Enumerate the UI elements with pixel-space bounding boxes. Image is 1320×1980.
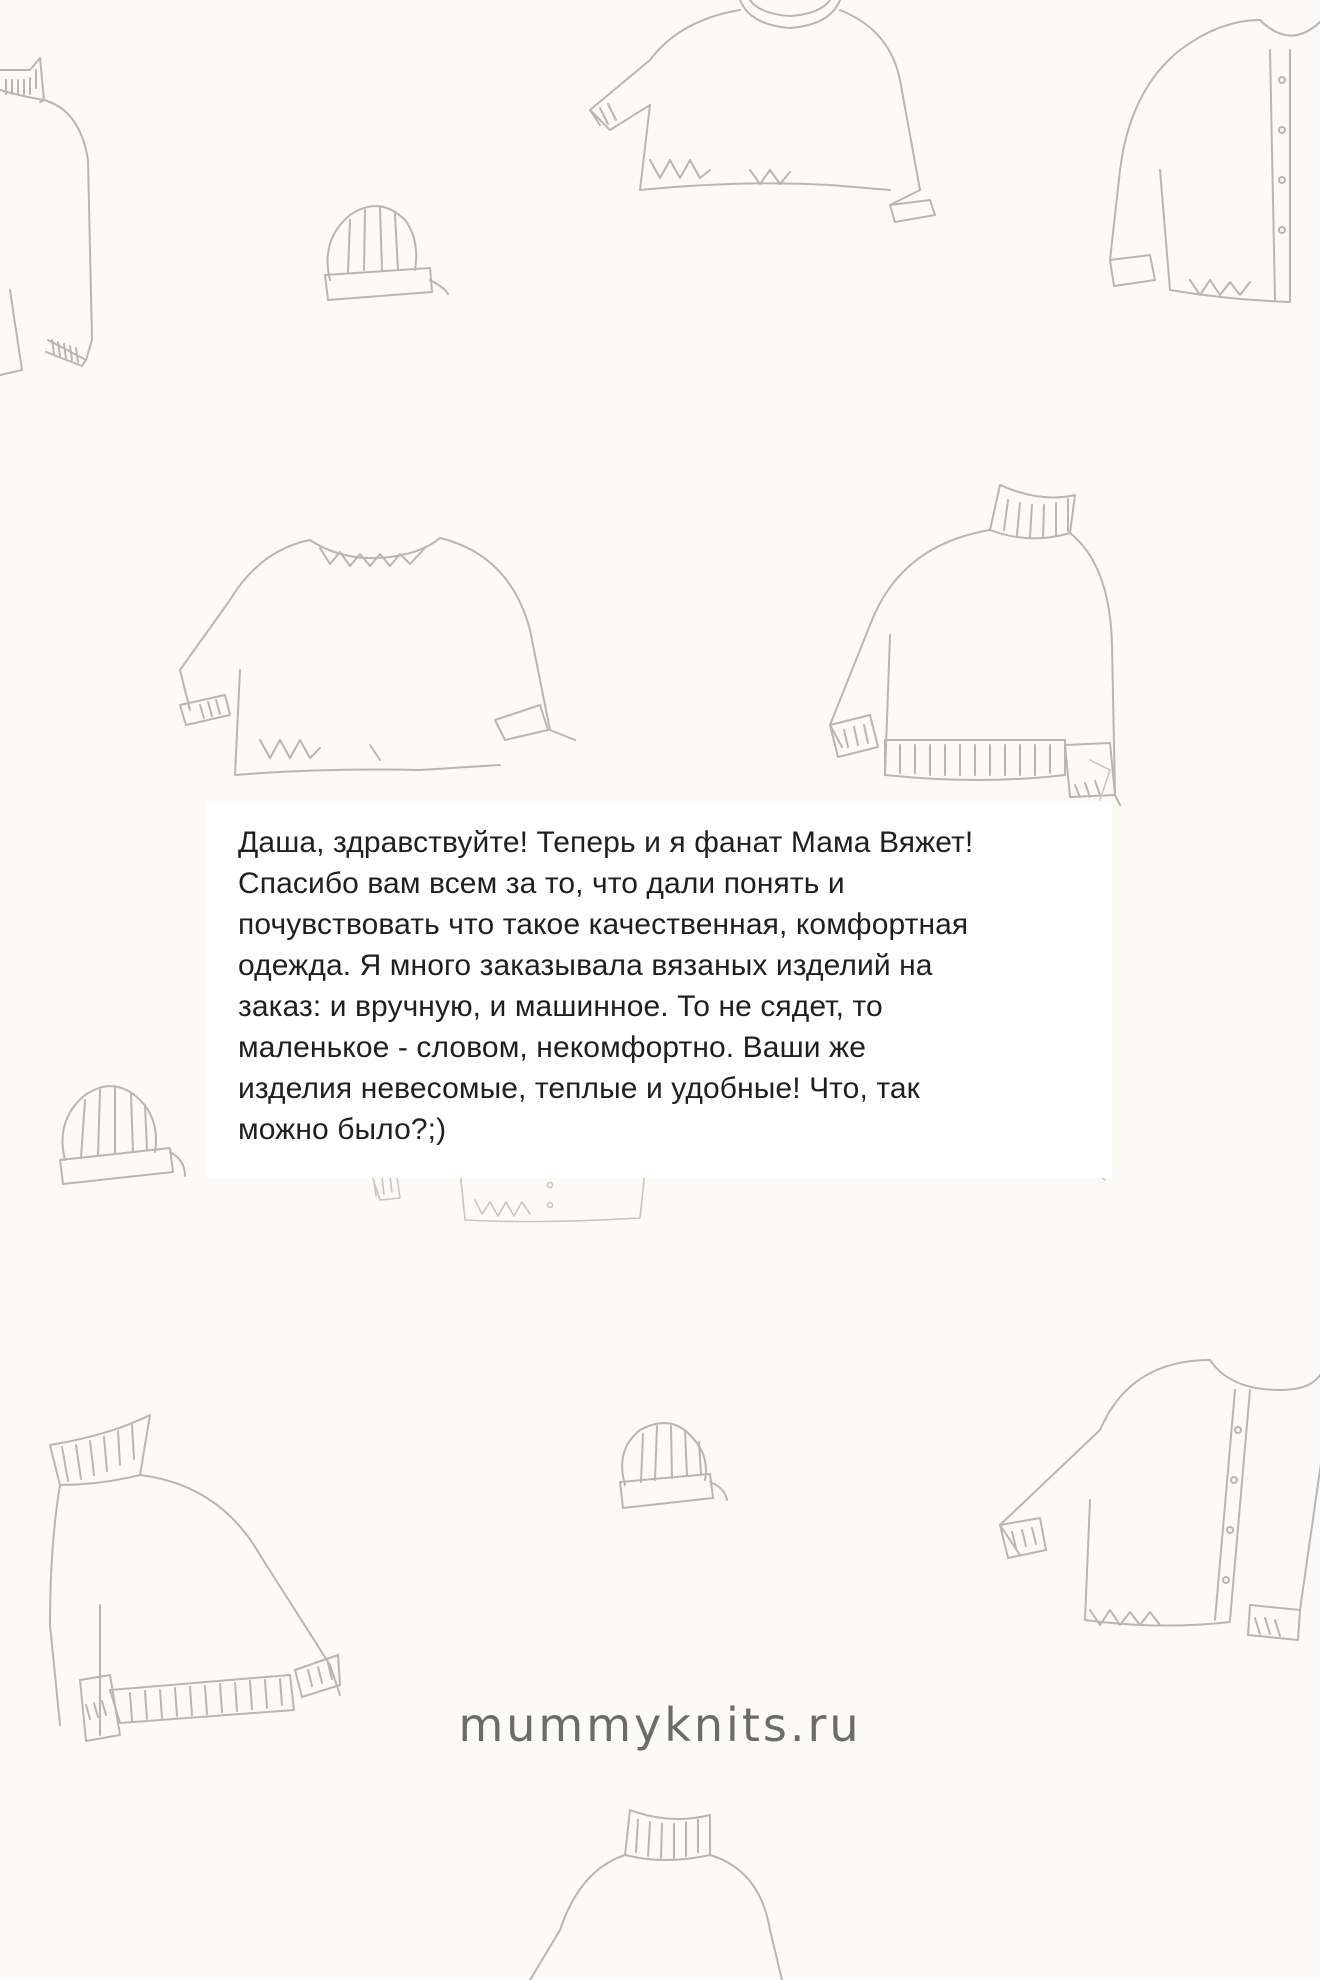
review-line: можно было?;)	[238, 1113, 447, 1146]
review-line: Даша, здравствуйте! Теперь и я фанат Мама Вяжет!	[238, 826, 974, 859]
review-line: одежда. Я много заказывала вязаных изделий на	[238, 949, 933, 982]
turtleneck-sweater-icon	[0, 58, 92, 375]
turtleneck-sweater-icon	[830, 485, 1120, 805]
review-line: заказ: и вручную, и машинное. То не сядет, то	[238, 990, 883, 1023]
review-line: изделия невесомые, теплые и удобные! Что, так	[238, 1072, 920, 1105]
turtleneck-sweater-icon	[530, 1810, 782, 1980]
website-url: mummyknits.ru	[458, 1698, 862, 1752]
review-text	[238, 822, 1088, 1150]
review-card	[206, 802, 1112, 1178]
crewneck-sweater-icon	[590, 0, 935, 222]
cardigan-icon	[1110, 20, 1320, 302]
turtleneck-sweater-icon	[50, 1415, 340, 1741]
beanie-hat-icon	[60, 1086, 185, 1184]
cardigan-icon	[1000, 1360, 1320, 1640]
beanie-hat-icon	[620, 1423, 727, 1508]
review-line: маленькое - словом, некомфортно. Ваши же	[238, 1031, 866, 1064]
beanie-hat-icon	[325, 206, 448, 300]
crewneck-sweater-icon	[180, 538, 575, 775]
review-line: почувствовать что такое качественная, комфортная	[238, 908, 969, 941]
review-line: Спасибо вам всем за то, что дали понять и	[238, 867, 845, 900]
